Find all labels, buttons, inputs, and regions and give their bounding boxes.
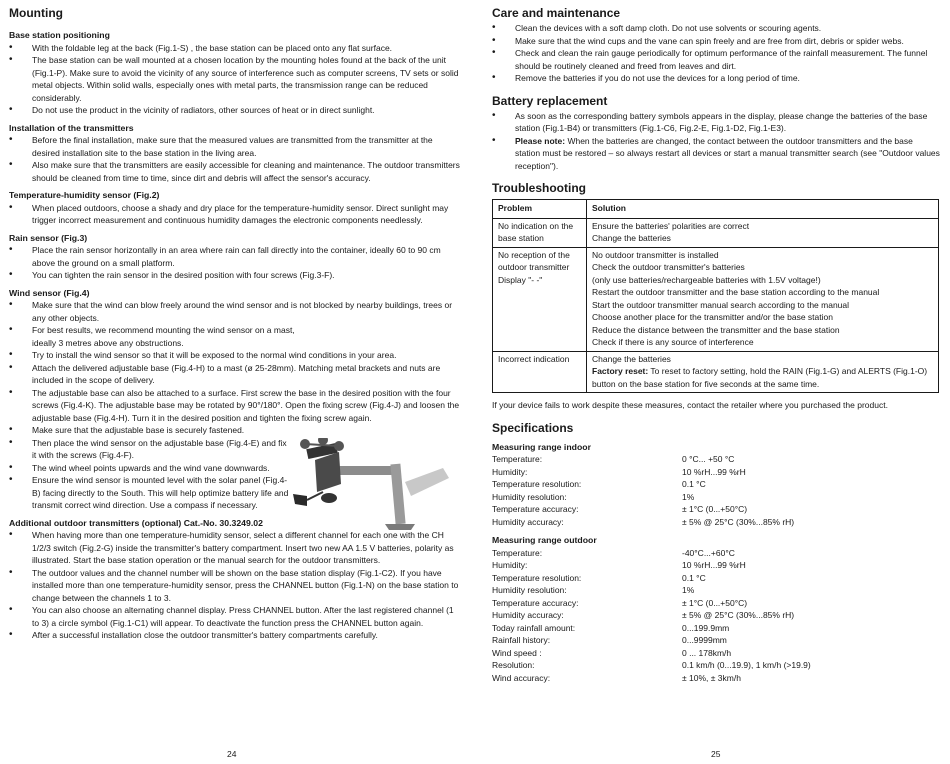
outdoor-spec-block [492,534,940,684]
specifications-title: Specifications [492,420,574,435]
factory-reset-label: Factory reset: [592,366,649,376]
spec-row [492,516,940,529]
battery-title: Battery replacement [492,93,608,108]
vane-weight [321,493,337,503]
spec-label: Temperature resolution: [492,479,582,489]
column-header-solution: Solution [587,200,939,219]
spec-row [492,491,940,504]
list-item: • For best results, we recommend mounting the wind sensor on a mast, ideally 3 metres above any obstructions. [9,324,461,349]
spec-value: ± 1°C (0...+50°C) [682,597,748,608]
troubleshooting-table [492,199,939,393]
spec-row [492,453,940,466]
spec-row [492,634,940,647]
spec-label: Humidity: [492,560,528,570]
list-item: • After a successful installation close the outdoor transmitter's battery compartments carefully. [9,629,461,642]
spec-value: ± 5% @ 25°C (30%...85% rH) [682,516,795,527]
spec-value: -40°C...+60°C [682,547,735,558]
list-item: • The base station can be wall mounted at a chosen location by the mounting holes found at the back of the unit (Fig.1-P). Make sure to avoid the vicinity of any source of interference such as computer screens, TV sets or solid metal objects. Within solid walls, especially ones with metal parts, the transmission range can be reduced considerably. [9,54,461,104]
spec-value: 0 °C... +50 °C [682,454,735,464]
spec-label: Wind accuracy: [492,672,551,683]
spec-value: 0 ... 178km/h [682,647,732,658]
spec-label: Resolution: [492,660,535,670]
mounting-title: Mounting [9,6,63,20]
list-item: • When placed outdoors, choose a shady and dry place for the temperature-humidity sensor. Direct sunlight may trigger incorrect measurement and continuous humidity damages the electronic components needlessly. [9,202,461,227]
list-item: • You can also choose an alternating channel display. Press CHANNEL button. After the last registered channel (1 to 3) a circle symbol (Fig.1-C1) will appear. To deactivate the function press the CHANNEL button again. [9,604,461,629]
spec-row [492,559,940,572]
vane-tail [293,494,307,506]
spec-row [492,647,940,660]
page-number: 24 [227,749,237,759]
solution-line: Change the batteries [592,233,671,243]
wind-sensor-mount-illustration [293,438,457,534]
problem-cell: No indication on the base station [493,218,587,247]
base-positioning-heading: Base station positioning [9,30,110,40]
solution-line: Ensure the batteries' polarities are correct [592,220,750,231]
list-item: • Try to install the wind sensor so that it will be exposed to the normal wind conditions in your area. [9,349,461,362]
solution-line: Change the batteries [592,353,671,364]
solution-line: Check if there is any source of interference [592,337,754,347]
spec-label: Humidity accuracy: [492,516,564,527]
problem-cell: Incorrect indication [493,351,587,393]
spec-value: 1% [682,491,695,502]
spec-label: Temperature accuracy: [492,597,579,608]
list-item: • The adjustable base can also be attached to a surface. First screw the base in the desired position with the four screws (Fig.4-K). The adjustable base may be rotated by 90°/180°. Open the fixing screw (Fig.4-J) and loosen the adjustable base (Fig.4-H). Turn it in the desired position and tighten the fixing screw again. [9,387,461,425]
list-item: • You can tighten the rain sensor in the desired position with four screws (Fig.3-F). [9,269,461,282]
list-item: • Do not use the product in the vicinity of radiators, other sources of heat or in direct sunlight. [9,104,461,117]
solution-cell [587,218,939,247]
spec-value: 0...199.9mm [682,622,730,633]
column-header-problem: Problem [493,200,587,219]
troubleshooting-title: Troubleshooting [492,181,586,195]
list-item: • With the foldable leg at the back (Fig.1-S) , the base station can be placed onto any flat surface. [9,42,461,55]
rain-sensor-list [9,244,461,282]
mast-arm [333,466,395,475]
spec-label: Humidity resolution: [492,491,567,502]
list-item: • The outdoor values and the channel number will be shown on the base station display (Fig.1-C2). If you have installed more than one temperature-humidity sensor, press the CHANNEL button (Fig.1-N) on the base station to change between the channels 1 to 3. [9,567,461,605]
spec-row [492,659,940,672]
spec-label: Temperature: [492,547,543,558]
spec-value: 1% [682,585,695,595]
list-item: • The wind wheel points upwards and the wind vane downwards. [9,462,461,475]
spec-value: 10 %rH...99 %rH [682,560,746,570]
care-title: Care and maintenance [492,6,621,20]
battery-list [492,110,940,173]
solution-line: Restart the outdoor transmitter and the base station according to the manual [592,287,880,297]
transmitter-install-list [9,134,461,184]
spec-label: Humidity resolution: [492,585,567,595]
spec-row [492,503,940,516]
table-row [493,247,939,351]
left-page [9,6,461,764]
spec-row [492,584,940,597]
spec-label: Temperature: [492,454,543,464]
table-header-row [493,200,939,219]
mast-pole [390,464,405,525]
list-item: • Check and clean the rain gauge periodically for optimum performance of the rainfall measurement. The funnel should be routinely cleaned and freed from leaves and dirt. [492,47,940,72]
list-item: • When having more than one temperature-humidity sensor, select a different channel for each one with the CH 1/2/3 switch (Fig.2-G) inside the transmitter's battery compartment. Insert two new AA 1.5 V batteries, polarity as illustrated. Start the base station operation or the manual search for the outdoor transmitters. [9,529,461,567]
spec-row [492,609,940,622]
troubleshooting-footer: If your device fails to work despite these measures, contact the retailer where you purchased the product. [492,400,888,410]
additional-transmitters-list [9,529,461,642]
indoor-spec-block [492,441,940,529]
solution-cell [587,247,939,351]
outdoor-heading: Measuring range outdoor [492,535,597,545]
spec-label: Rainfall history: [492,635,551,645]
base-positioning-list [9,42,461,117]
table-row [493,218,939,247]
note-label: Please note: [515,135,566,146]
factory-reset-text: To reset to factory setting, hold the RAIN (Fig.1-G) and ALERTS (Fig.1-O) button on the base station for five seconds at the same time. [592,366,928,389]
list-item: • Make sure that the wind can blow freely around the wind sensor and is not blocked by nearby buildings, trees or any other objects. [9,299,461,324]
solution-line: Check the outdoor transmitter's batteries [592,262,745,272]
spec-label: Wind speed : [492,647,542,658]
solution-cell [587,351,939,393]
spec-row [492,672,940,685]
spec-label: Temperature resolution: [492,572,582,583]
list-item: • As soon as the corresponding battery symbols appears in the display, please change the batteries of the base station (Fig.1-B4) or transmitters (Fig.1-C6, Fig.2-E, Fig.1-D2, Fig.1-E3). [492,110,940,135]
list-item: • Clean the devices with a soft damp cloth. Do not use solvents or scouring agents. [492,22,940,35]
temp-humidity-heading: Temperature-humidity sensor (Fig.2) [9,190,160,200]
spec-value: ± 5% @ 25°C (30%...85% rH) [682,610,795,620]
spec-value: ± 10%, ± 3km/h [682,672,741,683]
spec-row [492,466,940,479]
rain-sensor-heading: Rain sensor (Fig.3) [9,232,88,243]
list-item: • Before the final installation, make sure that the measured values are transmitted from the transmitter at the desired installation site to the base station in the living area. [9,134,461,159]
solution-line: Start the outdoor transmitter manual search according to the manual [592,299,850,310]
list-item [492,135,940,173]
list-item: • Place the rain sensor horizontally in an area where rain can fall directly into the container, ideally 60 to 90 cm above the ground on a small platform. [9,244,461,269]
list-item: • Make sure that the adjustable base is securely fastened. [9,424,461,437]
spec-value: 10 %rH...99 %rH [682,466,746,477]
page-number: 25 [711,749,721,759]
list-item: • Then place the wind sensor on the adjustable base (Fig.4-E) and fix it with the screws (Fig.4-F). [9,437,461,462]
spec-value: 0.1 °C [682,572,706,583]
outdoor-spec-rows [492,547,940,685]
additional-transmitters-heading: Additional outdoor transmitters (optional) Cat.-No. 30.3249.02 [9,517,263,528]
problem-cell: No reception of the outdoor transmitter Display "- -" [493,247,587,351]
sensor-body [315,452,341,492]
spec-label: Humidity: [492,466,528,477]
table-row [493,351,939,393]
spec-value: 0.1 km/h (0...19.9), 1 km/h (>19.9) [682,660,811,670]
solution-line: (only use batteries/rechargeable batteries with 1.5V voltage!) [592,274,821,285]
indoor-heading: Measuring range indoor [492,441,591,452]
spec-label: Humidity accuracy: [492,610,564,620]
solution-line: Choose another place for the transmitter and/or the base station [592,312,833,322]
spec-value: ± 1°C (0...+50°C) [682,504,748,514]
transmitter-install-heading: Installation of the transmitters [9,122,134,133]
spec-label: Temperature accuracy: [492,504,579,514]
list-item: • Also make sure that the transmitters are easily accessible for cleaning and maintenance. The outdoor transmitters should be cleaned from time to time, since dirt and debris will affect the sensor's accuracy. [9,159,461,184]
spec-value: 0...9999mm [682,635,727,645]
spec-row [492,572,940,585]
note-text: When the batteries are changed, the contact between the outdoor transmitters and the base station must be restored – so always restart all devices or start a manual transmitter search (see "Outdoor values reception"). [515,135,940,171]
temp-humidity-list [9,202,461,227]
spec-label: Today rainfall amount: [492,622,576,633]
list-item: • Remove the batteries if you do not use the devices for a long period of time. [492,72,940,85]
mast-ghost-arm [405,468,449,496]
list-item: • Ensure the wind sensor is mounted level with the solar panel (Fig.4-B) facing directly to the South. This will help optimize battery life and transmit correct wind direction. Use a compass if necessary. [9,474,461,512]
solution-line: No outdoor transmitter is installed [592,249,719,260]
care-list [492,22,940,85]
spec-row [492,547,940,560]
mast-foot [385,524,415,530]
solution-line: Reduce the distance between the transmitter and the base station [592,324,840,335]
spec-row [492,597,940,610]
list-item: • Make sure that the wind cups and the vane can spin freely and are free from dirt, debris or spider webs. [492,35,940,48]
right-page [492,6,940,764]
wind-sensor-heading: Wind sensor (Fig.4) [9,287,90,298]
vane-rod [307,492,323,500]
spec-value: 0.1 °C [682,479,706,489]
spec-row [492,478,940,491]
list-item: • Attach the delivered adjustable base (Fig.4-H) to a mast (ø 25-28mm). Matching metal brackets and nuts are included in the scope of delivery. [9,362,461,387]
indoor-spec-rows [492,453,940,528]
spec-row [492,622,940,635]
